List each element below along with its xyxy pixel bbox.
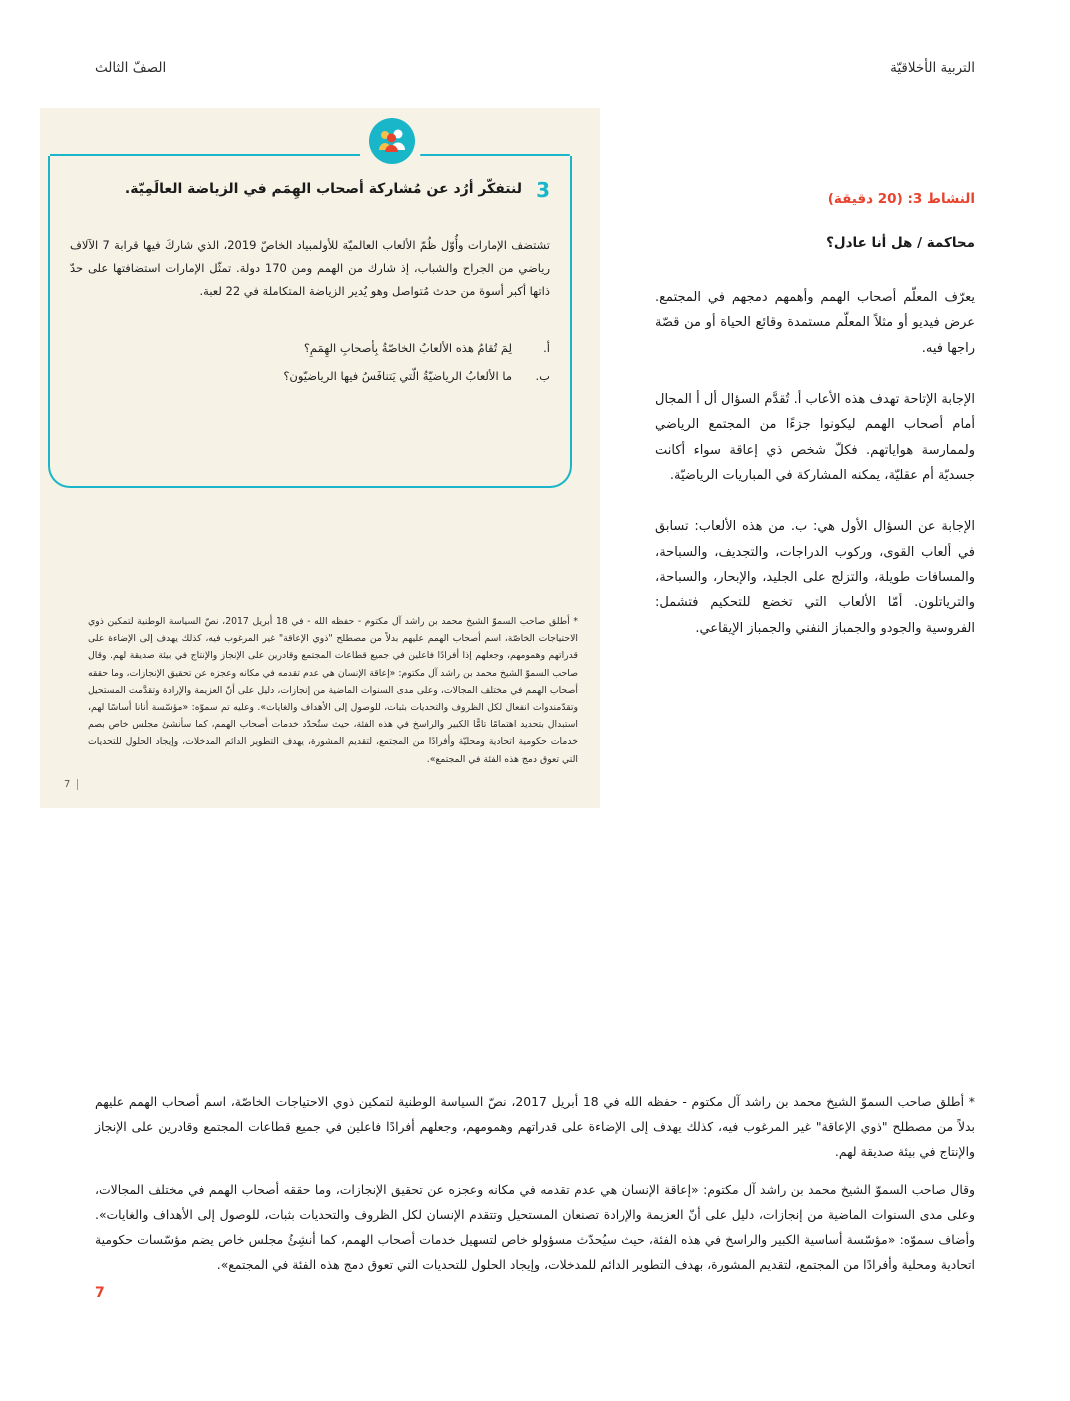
running-head	[0, 60, 1070, 84]
activity-title: النشاط 3: (20 دقيقة)	[827, 191, 975, 207]
bottom-footnote-paragraph-2: وقال صاحب السموّ الشيخ محمد بن راشد آل مكتوم: «إعاقة الإنسان هي عدم تقدمه في مكانه وعجزه عن تحقيق الإنجازات، وما حققه أصحاب الهمم في مختلف المجالات، وعلى مدى السنوات الماضية من إنجازات، دليل على أنّ العزيمة والإرادة تصنعان المستحيل وتتقدم الإنسان لكل الظروف والتحديات بثبات، للوصول إلى الأهداف والغايات». وأضاف سموّه: «مؤسّسة أساسية الكبير والراسخ في هذه الفئة، حيث سيُحدّث مسؤولو خاص لتسهيل خدمات أصحاب الهمم، كما أنشِئُ مجلس خاص يضم مؤسّسات حكومية اتحادية ومحلية وأفرادًا من المجتمع، لتقديم المشورة، بهدف التطوير الدائم للمدخلات، وإيجاد الحلول للتحديات التي تعوق دمج هذه الفئة في المجتمع».	[95, 1182, 975, 1272]
student-book-page-panel	[40, 108, 600, 808]
list-item	[70, 336, 550, 360]
task-item-marker-a: أ.	[543, 341, 550, 355]
list-item	[70, 364, 550, 388]
task-frame	[48, 156, 572, 488]
task-item-text-a: لِمَ تُقامُ هذه الألعابُ الخاصّةُ بِأصحابِ الهِمَمِ؟	[303, 341, 512, 355]
running-head-book-title: التربية الأخلاقيّة	[890, 60, 975, 76]
panel-footnote: * أطلق صاحب السموّ الشيخ محمد بن راشد آل مكتوم - حفظه الله - في 18 أبريل 2017، نصّ السياسة الوطنية لتمكين ذوي الاحتياجات الخاصّة، اسم أصحاب الهمم عليهم بدلاً من مصطلح "ذوي الإعاقة" غير المرغوب فيه، كذلك يهدف إلى الإضاءة على قدراتهم وهمومهم، وجعلهم إذا أفرادًا فاعلين في جميع قطاعات المجتمع وقادرين على الإنجاز والإنتاج في بيئة صديقة لهم. وقال صاحب السموّ الشيخ محمد بن راشد آل مكتوم: «إعاقة الإنسان هي عدم تقدمه في مكانه وعجزه عن تحقيق الإنجازات، وما حققه أصحاب الهمم في مختلف المجالات، وعلى مدى السنوات الماضية من إنجازات، دليل على أنّ العزيمة والإرادة وتقدَّمت المستحيل وتقدّمندوات انفعال لكل الظروف والتحديات بثبات، للوصول إلى الأهداف والغايات». وعليه تم سموّه: «مؤسّسة أنانا أساسًا لهم، استبدال بتحديد اهتمامًا تامًّا الكبير والراسخ في هذه الفئة، حيث ستُحدّد خدمات أصحاب الهمم، كما سأنشئ مجلس خاص بصم خدمات حكومية اتحادية ومحليّة وأفرادًا من المجتمع، لتقديم المشورة، يهدف التطوير الدائم المدخلات، وإيجاد الحلول للتحديات التي تعوق دمج هذه الفئة في المجتمع».	[88, 616, 578, 765]
panel-page-number: 7	[64, 779, 78, 790]
task-item-text-b: ما الألعابُ الرياضيّةُ الّتي يَتنافَسُ فيها الرياضيّون؟	[283, 369, 512, 384]
task-item-marker-b: ب.	[535, 369, 550, 384]
bottom-footnote	[95, 1090, 975, 1292]
activity-question: محاكمة / هل أنا عادل؟	[826, 234, 975, 251]
people-group-icon	[369, 118, 415, 164]
task-number: 3	[536, 178, 550, 202]
page-number: 7	[95, 1285, 105, 1301]
task-question-list	[70, 336, 550, 392]
activity-paragraph-3: الإجابة عن السؤال الأول هي: ب. من هذه الألعاب: تسابق في ألعاب القوى، وركوب الدراجات، والتجديف، والسباحة، والمسافات طويلة، والتزلج على الجليد، والإبحار، والسباحة، والترياتلون. أمّا الألعاب التي تخضع للتحكيم فتشمل: الفروسية والجودو والجمباز النفني والجمباز الإيقاعي.	[655, 519, 975, 636]
activity-column	[655, 190, 975, 667]
bottom-footnote-paragraph-1: * أطلق صاحب السموّ الشيخ محمد بن راشد آل مكتوم - حفظه الله في 18 أبريل 2017، نصّ السياسة الوطنية لتمكين ذوي الاحتياجات الخاصّة، اسم أصحاب الهمم عليهم بدلاً من مصطلح "ذوي الإعاقة" غير المرغوب فيه، كذلك يهدف إلى الإضاءة على قدراتهم وهمومهم، وجعلهم أفرادًا فاعلين في جميع قطاعات المجتمع وقادرين على الإنجاز والإنتاج في بيئة صديقة لهم.	[95, 1094, 975, 1159]
running-head-grade: الصفّ الثالث	[95, 60, 167, 76]
activity-paragraph-2: الإجابة الإتاحة تهدف هذه الأعاب أ. تُقدَّم السؤال أل أ المجال أمام أصحاب الهمم ليكونوا جزءًا من المجتمع الرياضي ولممارسة هواياتهم. فكلّ شخص ذي إعاقة سواء أكانت جسديّة أم عقليّة، يمكنه المشاركة في المباريات الرياضيّة.	[655, 391, 975, 483]
task-body-text: تشتضف الإمارات وأُوّل ظُمّ الألعاب العالميّة للأولمبياد الخاصّ 2019، الذي شاركَ فيها قرابة 7 الآلاف رياضي من الجراح والشباب، إذ شارك من الهمم ومن 170 دولة. تمثّل الإمارات استضافتها على حدّ ذاتها أكبر أسوة من حدث مُتواصل وهو يُدير الزياضة المتكاملة في 22 لعبة.	[70, 238, 551, 298]
activity-paragraph-1: يعرّف المعلّم أصحاب الهمم وأهمهم دمجهم في المجتمع. عرض فيديو أو مثلاً المعلّم مستمدة وقائع الحياة أو من قصّة راجها فيه.	[655, 289, 975, 356]
task-heading: لنتفكّر أرُد عن مُشاركة أصحاب الهِمَم في الزياضة العالَمِيّة.	[124, 181, 522, 197]
